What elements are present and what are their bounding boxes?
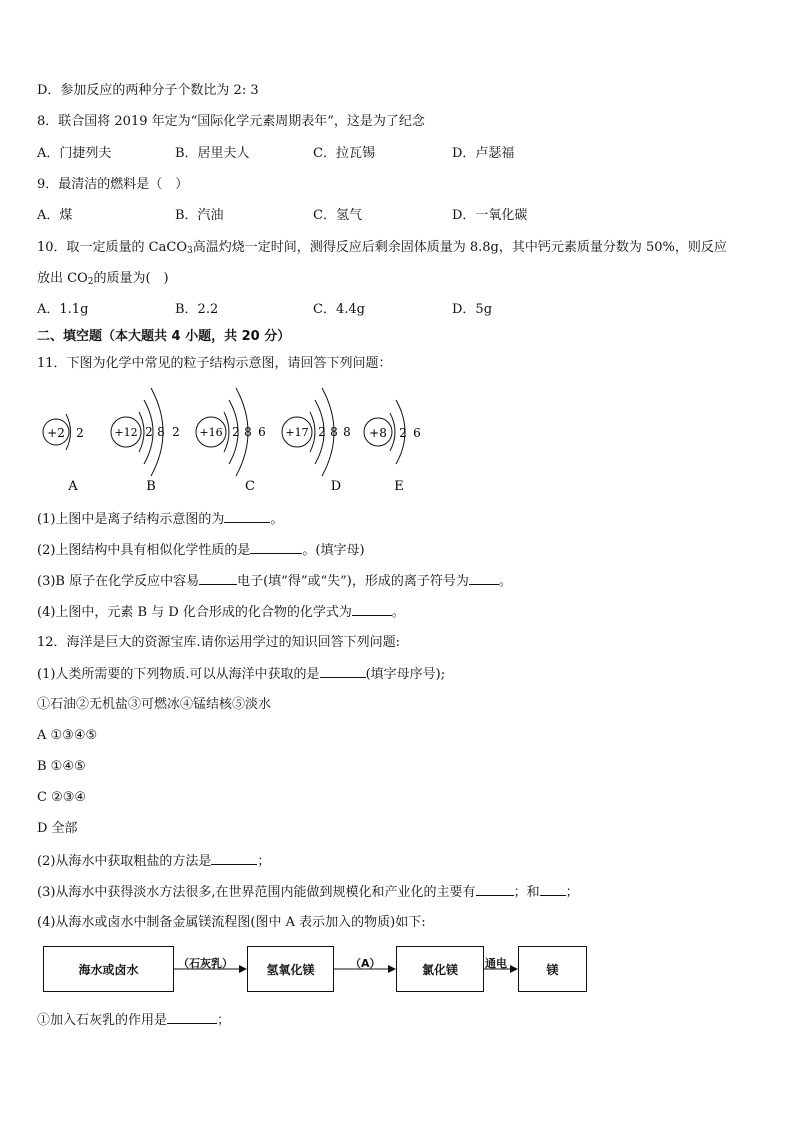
atom-b-shell-3: 2 <box>172 425 180 439</box>
atom-b-shell-1: 2 <box>145 425 153 439</box>
q10-stem-line1 <box>37 239 727 257</box>
q8-option-c: C．拉瓦锡 <box>313 146 375 161</box>
atom-d <box>282 388 351 494</box>
q11-stem: 11．下图为化学中常见的粒子结构示意图，请回答下列问题： <box>37 356 392 371</box>
q11-sub3-blank-1 <box>199 572 237 585</box>
atom-c-label: C <box>245 479 255 494</box>
atom-d-nucleus: +17 <box>285 426 309 439</box>
q12-sub3-blank-2 <box>540 883 566 896</box>
q11-sub3-end: 。 <box>498 574 512 589</box>
q12-choice-d: D 全部 <box>37 821 78 836</box>
atom-e-label: E <box>394 479 404 494</box>
atom-structure-diagram <box>0 380 794 500</box>
q8-stem: 8．联合国将 2019 年定为“国际化学元素周期表年”，这是为了纪念 <box>37 114 425 129</box>
q9-option-d: D．一氧化碳 <box>452 208 528 223</box>
q10-stem-line1-a: 10．取一定质量的 CaCO <box>37 240 187 255</box>
q11-sub1-blank <box>224 510 270 523</box>
atom-a-shell-1: 2 <box>76 426 84 440</box>
atom-b-label: B <box>146 479 156 494</box>
q10-option-a: A．1.1g <box>37 302 89 317</box>
q11-sub1-text: (1)上图中是离子结构示意图的为 <box>37 512 225 527</box>
q12-sub3-end: ； <box>565 885 579 900</box>
q12-choice-a: A ①③④⑤ <box>37 728 98 743</box>
q11-sub1 <box>37 510 283 529</box>
q12-sub4: (4)从海水或卤水中制备金属镁流程图(图中 A 表示加入的物质)如下: <box>37 915 426 930</box>
q10-stem-line2-b: 的质量为( ) <box>93 271 169 286</box>
q12-sub1-text: (1)人类所需要的下列物质.可以从海洋中获取的是 <box>37 667 320 682</box>
q11-sub3-blank-2 <box>469 572 499 585</box>
flow-arrow-label-lime-milk: （石灰乳） <box>178 957 233 970</box>
q12-sub2-end: ； <box>257 854 271 869</box>
q9-stem: 9．最清洁的燃料是（ ） <box>37 177 189 192</box>
q11-sub3 <box>37 572 512 591</box>
q9-option-a: A．煤 <box>37 208 73 223</box>
q10-option-d: D．5g <box>452 302 493 317</box>
q11-sub2-blank <box>250 541 302 554</box>
magnesium-flowchart <box>0 940 794 1000</box>
atom-a-label: A <box>68 479 78 494</box>
q12-subq1-text: ①加入石灰乳的作用是 <box>37 1013 168 1028</box>
atom-e-shell-1: 2 <box>399 426 407 440</box>
q10-stem-line2 <box>37 270 169 288</box>
q12-sub1-end: (填字母序号); <box>365 667 446 682</box>
atom-e-shell-2: 6 <box>413 426 421 440</box>
q8-option-b: B．居里夫人 <box>175 146 250 161</box>
q10-option-b: B．2.2 <box>175 302 219 317</box>
flow-arrow-label-a: （A） <box>350 957 381 970</box>
q11-sub2-end: 。(填字母) <box>302 543 365 558</box>
flow-box-seawater: 海水或卤水 <box>43 946 174 992</box>
q12-sub3-text: (3)从海水中获得淡水方法很多,在世界范围内能做到规模化和产业化的主要有 <box>37 885 476 900</box>
q12-sub2-blank <box>211 852 257 865</box>
q8-option-a: A．门捷列夫 <box>37 146 112 161</box>
q10-stem-line2-sub: 2 <box>87 277 94 287</box>
q10-stem-line2-a: 放出 CO <box>37 271 88 286</box>
atom-d-shell-3: 8 <box>343 425 351 439</box>
atom-c <box>196 388 266 494</box>
q10-stem-line1-sub: 3 <box>186 246 193 256</box>
atom-c-nucleus: +16 <box>199 426 223 439</box>
q11-sub4-blank <box>352 603 392 616</box>
q11-sub4-text: (4)上图中，元素 B 与 D 化合形成的化合物的化学式为 <box>37 605 352 620</box>
q9-option-c: C．氢气 <box>313 208 362 223</box>
atom-c-shell-1: 2 <box>232 425 240 439</box>
atom-b <box>111 388 180 494</box>
q11-sub3-text-2: 电子(填“得”或“失”)，形成的离子符号为 <box>237 574 469 589</box>
atom-d-label: D <box>330 479 342 494</box>
q11-sub4 <box>37 603 405 622</box>
q11-sub3-text: (3)B 原子在化学反应中容易 <box>37 574 200 589</box>
flow-box-magnesium-chloride: 氯化镁 <box>396 946 484 992</box>
q11-sub1-end: 。 <box>270 512 284 527</box>
q12-sub3 <box>37 883 579 902</box>
q12-subq1-blank <box>167 1011 217 1024</box>
flow-arrow-label-electrolysis: 通电 <box>485 957 507 970</box>
atom-c-shell-2: 8 <box>244 425 252 439</box>
section-heading: 二、填空题（本大题共 4 小题，共 20 分） <box>37 329 291 344</box>
q12-sub2 <box>37 852 270 871</box>
q12-choice-c: C ②③④ <box>37 790 87 805</box>
q12-stem: 12．海洋是巨大的资源宝库.请你运用学过的知识回答下列问题: <box>37 635 401 650</box>
atom-e <box>364 400 421 494</box>
atom-a-nucleus: +2 <box>47 426 65 440</box>
atom-d-shell-2: 8 <box>330 425 338 439</box>
q9-option-b: B．汽油 <box>175 208 224 223</box>
flow-box-magnesium: 镁 <box>518 946 587 992</box>
atom-b-nucleus: +12 <box>114 426 138 439</box>
q7-option-d: D．参加反应的两种分子个数比为 2: 3 <box>37 83 259 98</box>
q12-subq1-end: ； <box>217 1013 231 1028</box>
q12-items: ①石油②无机盐③可燃冰④锰结核⑤淡水 <box>37 697 272 712</box>
flow-box-magnesium-hydroxide: 氢氧化镁 <box>247 946 334 992</box>
q10-option-c: C．4.4g <box>313 302 365 317</box>
q12-sub1-blank <box>320 665 366 678</box>
q8-option-d: D．卢瑟福 <box>452 146 515 161</box>
q11-sub4-end: 。 <box>391 605 405 620</box>
atom-a <box>43 414 84 494</box>
atom-d-shell-1: 2 <box>318 425 326 439</box>
q11-sub2-text: (2)上图结构中具有相似化学性质的是 <box>37 543 251 558</box>
flow-arrows <box>0 940 794 1000</box>
q12-sub3-text-2: ；和 <box>513 885 540 900</box>
atom-e-nucleus: +8 <box>369 426 387 440</box>
atom-c-shell-3: 6 <box>258 425 266 439</box>
q12-sub3-blank-1 <box>476 883 514 896</box>
q10-stem-line1-b: 高温灼烧一定时间，测得反应后剩余固体质量为 8.8g，其中钙元素质量分数为 50%，则反应 <box>192 240 727 255</box>
q11-sub2 <box>37 541 365 560</box>
q12-choice-b: B ①④⑤ <box>37 759 86 774</box>
atom-b-shell-2: 8 <box>157 425 165 439</box>
q12-subq1 <box>37 1011 230 1030</box>
q12-sub2-text: (2)从海水中获取粗盐的方法是 <box>37 854 212 869</box>
q12-sub1 <box>37 665 445 684</box>
